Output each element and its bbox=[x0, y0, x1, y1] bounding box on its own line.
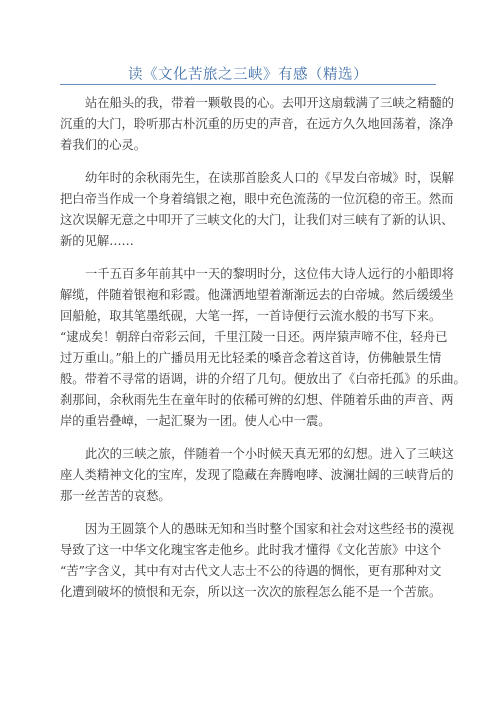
paragraph bbox=[60, 264, 466, 432]
paragraph-line: 幼年时的余秋雨先生，在读那首脍炙人口的《早发白帝城》时，误解 bbox=[85, 171, 454, 185]
title-underline bbox=[60, 84, 436, 85]
paragraph-line: 着我们的心灵。 bbox=[60, 138, 147, 152]
paragraph-line: 解缆，伴随着银袍和彩霞。他潇洒地望着渐渐远去的白帝城。然后缓缓坐 bbox=[60, 288, 454, 302]
paragraph-line: 岸的重岩叠嶂，一起汇聚为一团。使人心中一震。 bbox=[60, 414, 331, 428]
paragraph bbox=[60, 93, 454, 156]
paragraph-line: 因为王圆箓个人的愚昧无知和当时整个国家和社会对这些经书的漠视 bbox=[85, 522, 454, 536]
paragraph-line: 化遭到破坏的愤恨和无奈，所以这一次次的旅程怎么能不是一个苦旅。 bbox=[60, 585, 442, 599]
paragraph-line: 导致了这一中华文化瑰宝客走他乡。此时我才懂得《文化苦旅》中这个 bbox=[60, 543, 442, 557]
paragraph-line: “苦”字含义，其中有对古代文人志士不公的待遇的惆怅，更有那种对文 bbox=[60, 564, 442, 578]
paragraph bbox=[60, 168, 454, 252]
paragraph-line: 般。带着不寻常的语调，讲的介绍了几句。便放出了《白帝托孤》的乐曲。 bbox=[60, 372, 466, 386]
paragraph-line: 新的见解…… bbox=[60, 234, 134, 248]
document-body bbox=[60, 93, 466, 615]
paragraph-line: 刹那间，余秋雨先生在童年时的依稀可辨的幻想、伴随着乐曲的声音、两 bbox=[60, 393, 454, 407]
paragraph bbox=[60, 444, 454, 507]
paragraph-line: 那一丝苦苦的哀愁。 bbox=[60, 489, 171, 503]
document-title: 读《文化苦旅之三峡》有感（精选） bbox=[128, 67, 368, 83]
paragraph-line: 座人类精神文化的宝库，发现了隐藏在奔腾咆哮、波澜壮阔的三峡背后的 bbox=[60, 468, 454, 482]
paragraph-line: 过万重山。”船上的广播员用无比轻柔的嗓音念着这首诗，仿佛触景生情 bbox=[60, 351, 442, 365]
paragraph-line: “逮成矣！朝辞白帝彩云间，千里江陵一日还。两岸猿声啼不住，轻舟已 bbox=[60, 330, 448, 344]
paragraph-line: 这次误解无意之中叩开了三峡文化的大门，让我们对三峡有了新的认识、 bbox=[60, 213, 454, 227]
paragraph-line: 站在船头的我，带着一颗敬畏的心。去叩开这扇载满了三峡之精髓的 bbox=[85, 96, 454, 110]
paragraph-line: 把白帝当作成一个身着缟银之袍，眼中充色流荡的一位沉稳的帝王。然而 bbox=[60, 192, 454, 206]
paragraph-line: 一千五百多年前其中一天的黎明时分，这位伟大诗人远行的小船即将 bbox=[85, 267, 454, 281]
paragraph-line: 回船舱，取其笔墨纸砚，大笔一挥，一首诗便行云流水般的书写下来。 bbox=[60, 309, 442, 323]
paragraph-line: 此次的三峡之旅，伴随着一个小时候天真无邪的幻想。进入了三峡这 bbox=[85, 447, 454, 461]
paragraph-line: 沉重的大门，聆听那古朴沉重的历史的声音，在远方久久地回荡着，涤净 bbox=[60, 117, 454, 131]
paragraph bbox=[60, 519, 454, 603]
